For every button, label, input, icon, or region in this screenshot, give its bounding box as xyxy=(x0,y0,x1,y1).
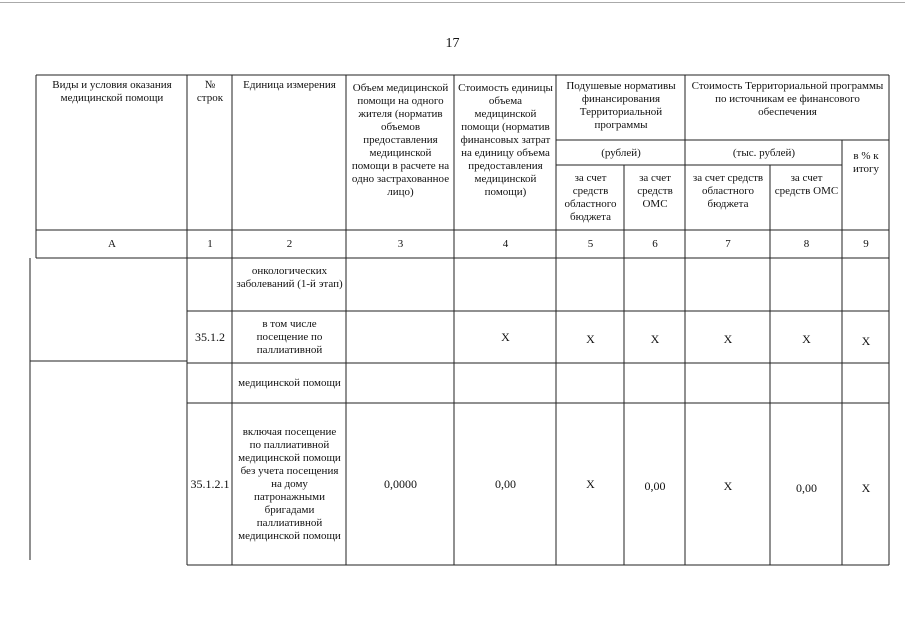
colnum-3: 3 xyxy=(397,238,404,250)
header-rubles-unit: (рублей) xyxy=(601,146,641,159)
row-palliative-continuation-unit: медицинской помощи xyxy=(238,376,341,389)
row-35-1-2-col5: Х xyxy=(586,331,595,346)
row-35-1-2-col7: Х xyxy=(723,331,733,346)
row-35-1-2-1-number: 35.1.2.1 xyxy=(190,476,230,491)
header-program-cost: Стоимость Территориальной программы по источникам ее финансового обеспечения xyxy=(691,80,884,118)
colnum-9: 9 xyxy=(863,238,869,250)
page-number: 17 xyxy=(445,36,460,51)
header-unit-cost: Стоимость единицы объема медицинской помощи (норматив финансовых затрат на единицу объема предоставления медицинской помощи) xyxy=(458,82,553,198)
header-col7-regional-budget: за счет средств областного бюджета xyxy=(692,172,764,210)
row-35-1-2-1-col9: Х xyxy=(861,480,871,495)
row-35-1-2-1-col7: Х xyxy=(723,478,733,493)
row-35-1-2-col6: Х xyxy=(650,331,660,346)
header-volume: Объем медицинской помощи на одного жителя (норматив объемов предоставления медицинской помощи в расчете на одно застрахованное лицо) xyxy=(351,82,450,198)
row-35-1-2-col9: Х xyxy=(861,333,871,348)
header-col9-percent: в % к итогу xyxy=(852,150,880,175)
colnum-7: 7 xyxy=(725,238,731,250)
row-35-1-2-1-col5: Х xyxy=(586,476,595,491)
row-35-1-2-1-col3: 0,0000 xyxy=(384,476,417,491)
header-kind-and-conditions: Виды и условия оказания медицинской помощи xyxy=(52,79,172,104)
row-35-1-2-1-col6: 0,00 xyxy=(644,478,666,493)
row-35-1-2-number: 35.1.2 xyxy=(195,329,225,344)
row-35-1-2-unit: в том числе посещение по паллиативной xyxy=(256,317,323,356)
colnum-6: 6 xyxy=(652,238,658,250)
header-unit: Единица измерения xyxy=(243,79,336,91)
row-35-1-2-col4: Х xyxy=(501,329,510,344)
row-35-1-2-1-unit: включая посещение по паллиативной медицинской помощи без учета посещения на дому патронажными бригадами паллиативной медицинской помощи xyxy=(238,425,341,542)
colnum-2: 2 xyxy=(286,238,293,250)
header-col6-oms: за счет средств ОМС xyxy=(637,172,673,210)
header-row-number: № строк xyxy=(196,79,224,104)
row-35-1-2-1-col8: 0,00 xyxy=(796,480,817,495)
colnum-5: 5 xyxy=(587,238,594,250)
row-oncology-unit: онкологических заболеваний (1-й этап) xyxy=(236,265,343,290)
header-col8-oms: за счет средств ОМС xyxy=(774,172,839,197)
row-35-1-2-1-col4: 0,00 xyxy=(495,476,516,491)
colnum-8: 8 xyxy=(803,238,810,250)
colnum-4: 4 xyxy=(502,238,509,250)
colnum-a: А xyxy=(108,238,116,250)
header-thousand-rubles-unit: (тыс. рублей) xyxy=(732,146,796,159)
row-35-1-2-col8: Х xyxy=(802,331,811,346)
colnum-1: 1 xyxy=(207,238,213,250)
header-per-capita-norms: Подушевые нормативы финансирования Территориальной программы xyxy=(566,80,676,131)
header-col5-regional-budget: за счет средств областного бюджета xyxy=(564,172,617,223)
